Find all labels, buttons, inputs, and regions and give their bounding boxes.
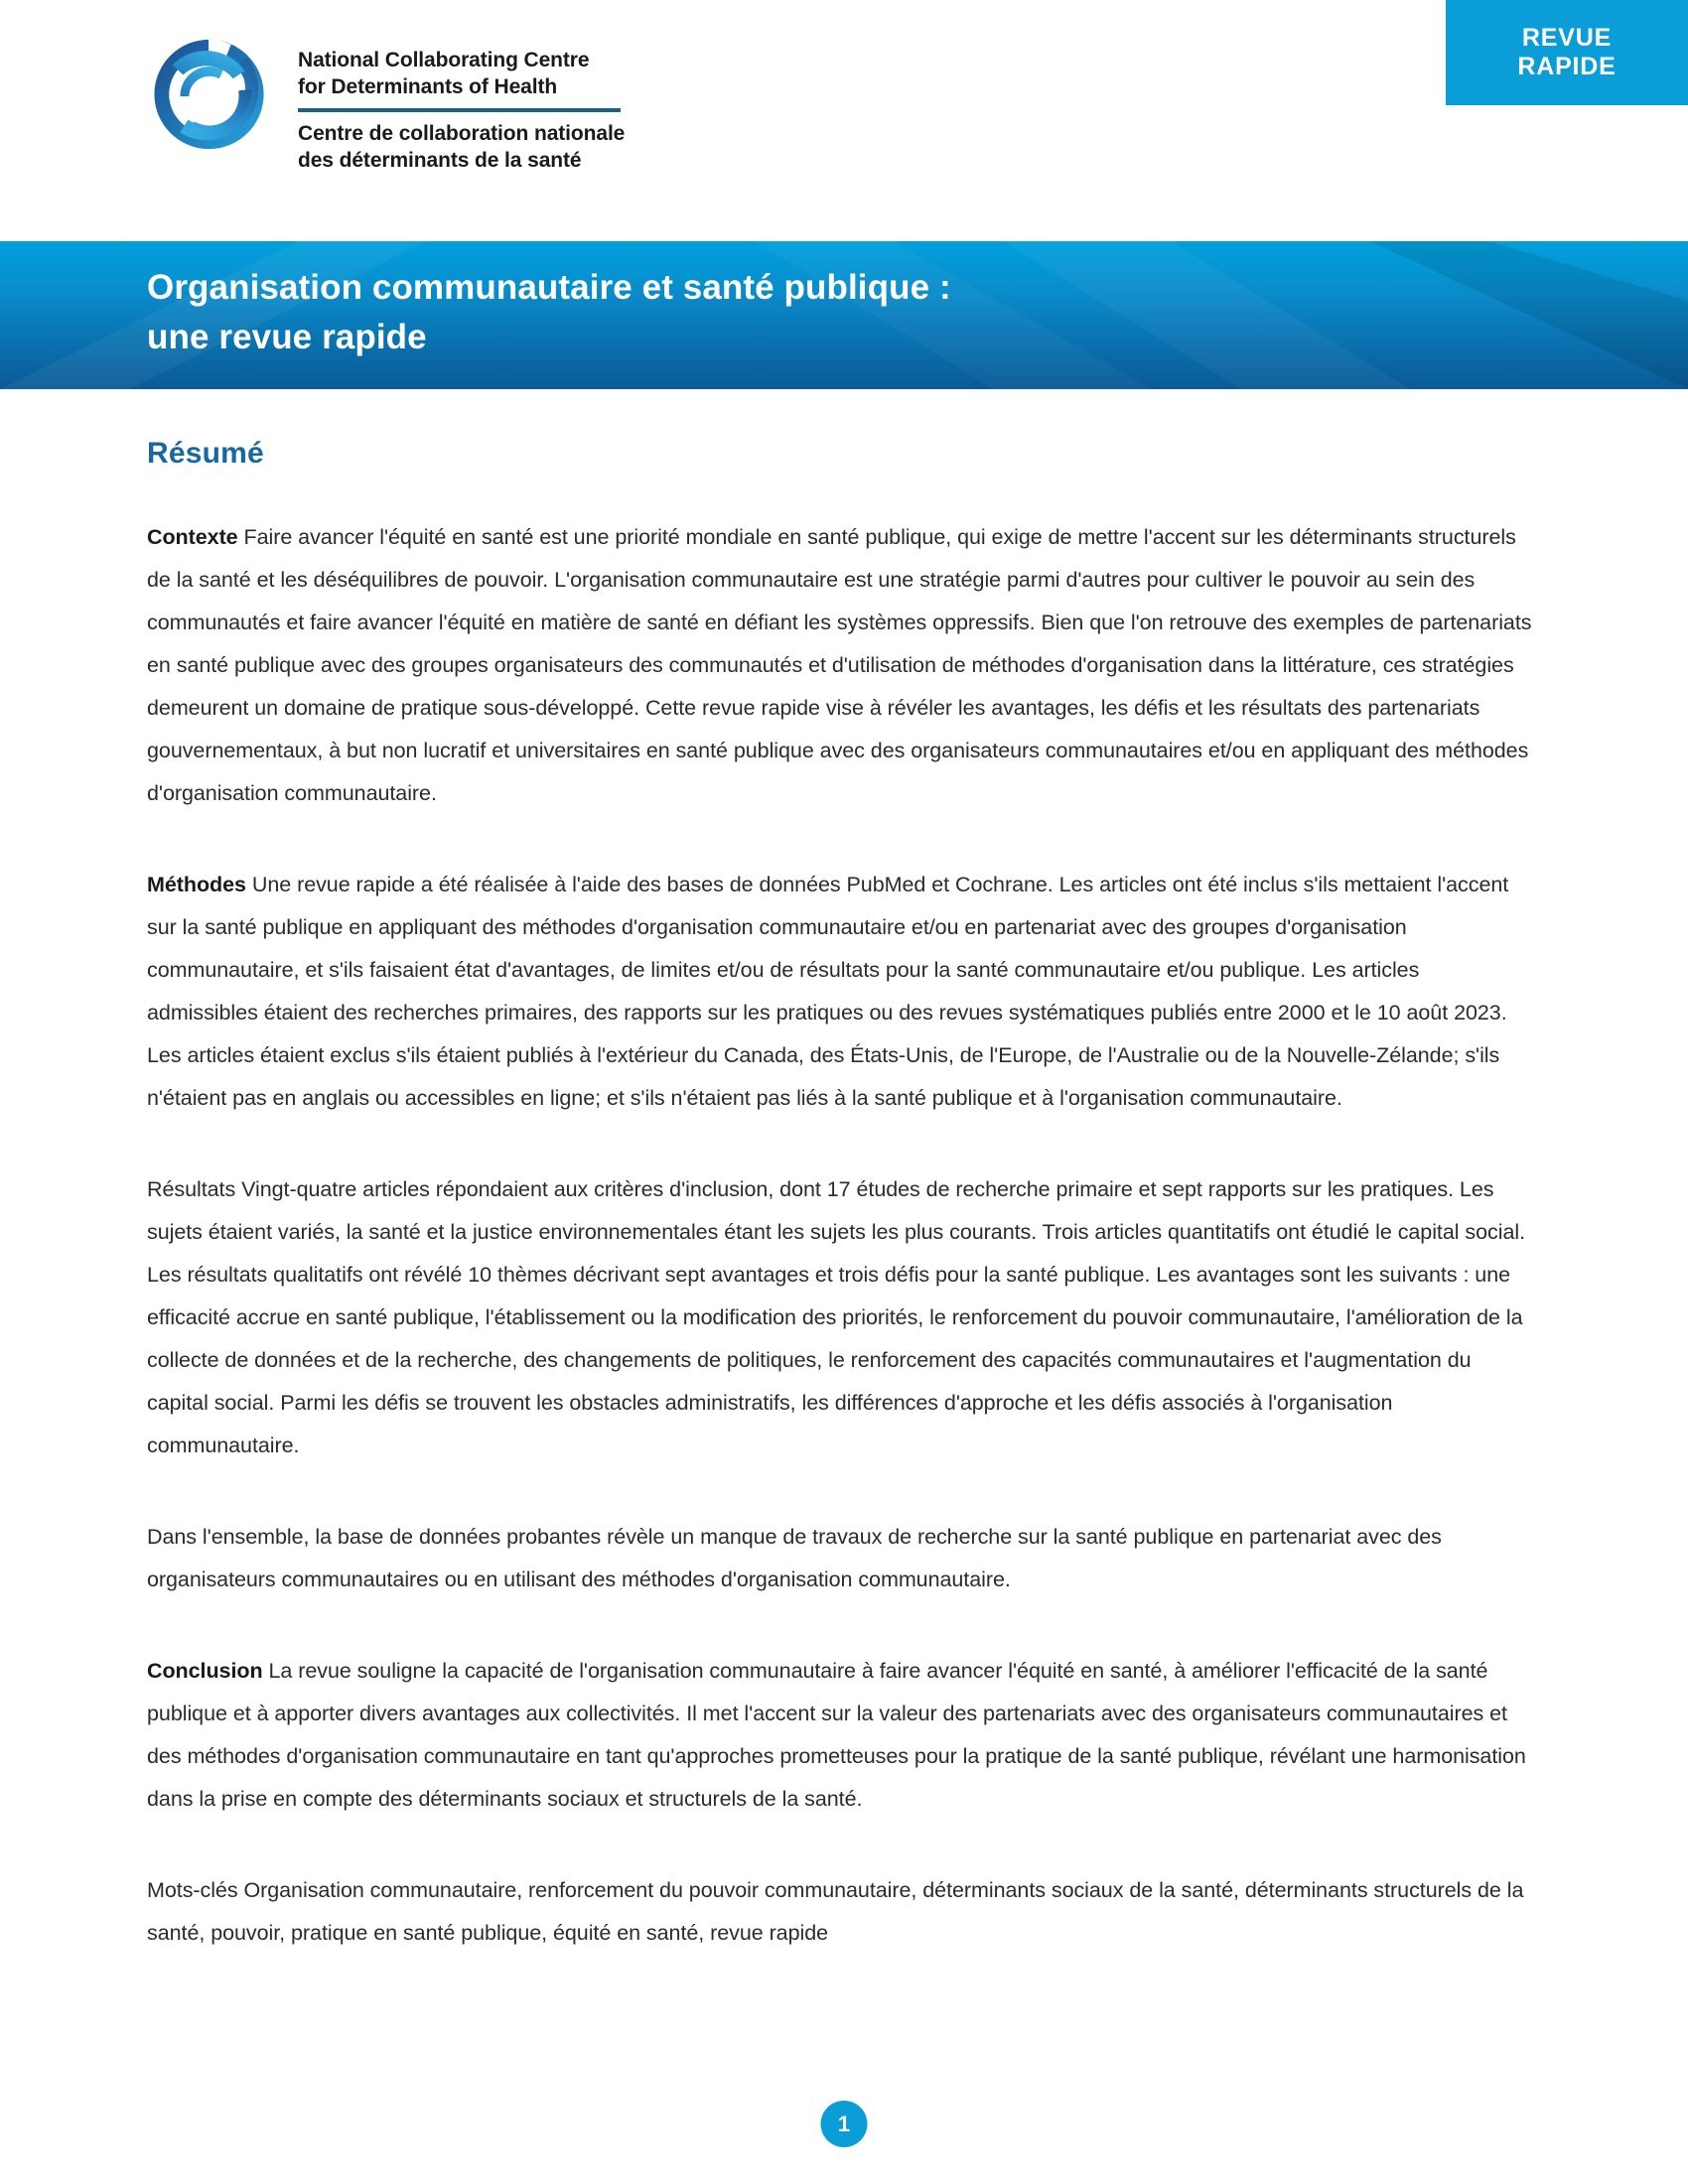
rapid-review-badge	[1446, 0, 1688, 105]
paragraph-lead-label: Conclusion	[147, 1659, 263, 1683]
page-title: Organisation communautaire et santé publique : une revue rapide	[147, 268, 951, 356]
rapid-badge-line1: REVUE	[1521, 24, 1613, 52]
organization-logo	[151, 36, 625, 175]
rapid-badge-line2: RAPIDE	[1517, 53, 1617, 80]
section-heading-resume: Résumé	[147, 437, 264, 470]
ncc-swirl-logo-icon	[151, 36, 268, 153]
paragraph-body: Mots-clés Organisation communautaire, renforcement du pouvoir communautaire, déterminants sociaux de la santé, déterminants structurels de la santé, pouvoir, pratique en santé publique, équité en santé, revue rapide	[147, 1878, 1524, 1945]
logo-fr-line2: des déterminants de la santé	[298, 148, 582, 172]
abstract-paragraph	[147, 1168, 1535, 1467]
abstract-paragraph	[147, 1650, 1535, 1821]
logo-fr-line1: Centre de collaboration nationale	[298, 122, 626, 146]
page-header	[0, 0, 1688, 241]
keywords-paragraph	[147, 1869, 1535, 1955]
paragraph-lead-label: Contexte	[147, 525, 238, 549]
paragraph-body: Faire avancer l'équité en santé est une priorité mondiale en santé publique, qui exige de mettre l'accent sur les déterminants structurels de la santé et les déséquilibres de pouvoir. L'organisation communautaire est une stratégie parmi d'autres pour cultiver le pouvoir au sein des communautés et faire avancer l'équité en matière de santé en défiant les systèmes oppressifs. Bien que l'on retrouve des exemples de partenariats en santé publique avec des groupes organisateurs des communautés et d'utilisation de méthodes d'organisation dans la littérature, ces stratégies demeurent un domaine de pratique sous-développé. Cette revue rapide vise à révéler les avantages, les défis et les résultats des partenariats gouvernementaux, à but non lucratif et universitaires en santé publique avec des organisateurs communautaires et/ou en appliquant des méthodes d'organisation communautaire.	[147, 525, 1532, 805]
logo-en-line2: for Determinants of Health	[298, 74, 558, 98]
abstract-paragraph	[147, 1516, 1535, 1601]
paragraph-body: Une revue rapide a été réalisée à l'aide des bases de données PubMed et Cochrane. Les articles ont été inclus s'ils mettaient l'accent sur la santé publique en appliquant des méthodes d'organisation communautaire et/ou en partenariat avec des groupes d'organisation communautaire, et s'ils faisaient état d'avantages, de limites et/ou de résultats pour la santé communautaire et/ou publique. Les articles admissibles étaient des recherches primaires, des rapports sur les pratiques ou des revues systématiques publiés entre 2000 et le 10 août 2023. Les articles étaient exclus s'ils étaient publiés à l'extérieur du Canada, des États-Unis, de l'Europe, de l'Australie ou de la Nouvelle-Zélande; s'ils n'étaient pas en anglais ou accessibles en ligne; et s'ils n'étaient pas liés à la santé publique et à l'organisation communautaire.	[147, 873, 1509, 1110]
document-title-banner	[0, 241, 1688, 389]
abstract-paragraph	[147, 864, 1535, 1120]
paragraph-body: Dans l'ensemble, la base de données probantes révèle un manque de travaux de recherche sur la santé publique en partenariat avec des organisateurs communautaires ou en utilisant des méthodes d'organisation communautaire.	[147, 1525, 1442, 1591]
page-number-badge: 1	[821, 2101, 868, 2147]
abstract-section	[147, 437, 1535, 1955]
paragraph-lead-label: Méthodes	[147, 873, 246, 896]
abstract-paragraph	[147, 516, 1535, 815]
paragraph-body: Résultats Vingt-quatre articles répondaient aux critères d'inclusion, dont 17 études de recherche primaire et sept rapports sur les pratiques. Les sujets étaient variés, la santé et la justice environnementales étant les sujets les plus courants. Trois articles quantitatifs ont étudié le capital social. Les résultats qualitatifs ont révélé 10 thèmes décrivant sept avantages et trois défis pour la santé publique. Les avantages sont les suivants : une efficacité accrue en santé publique, l'établissement ou la modification des priorités, le renforcement du pouvoir communautaire, l'amélioration de la collecte de données et de la recherche, des changements de politiques, le renforcement des capacités communautaires et l'augmentation du capital social. Parmi les défis se trouvent les obstacles administratifs, les différences d'approche et les défis associés à l'organisation communautaire.	[147, 1177, 1526, 1457]
organization-name-text	[298, 36, 625, 175]
logo-divider	[298, 108, 621, 112]
logo-en-line1: National Collaborating Centre	[298, 49, 590, 71]
paragraph-body: La revue souligne la capacité de l'organisation communautaire à faire avancer l'équité en santé, à améliorer l'efficacité de la santé publique et à apporter divers avantages aux collectivités. Il met l'accent sur la valeur des partenariats avec des organisateurs communautaires et des méthodes d'organisation communautaire en tant qu'approches prometteuses pour la pratique de la santé publique, révélant une harmonisation dans la prise en compte des déterminants sociaux et structurels de la santé.	[147, 1659, 1526, 1811]
